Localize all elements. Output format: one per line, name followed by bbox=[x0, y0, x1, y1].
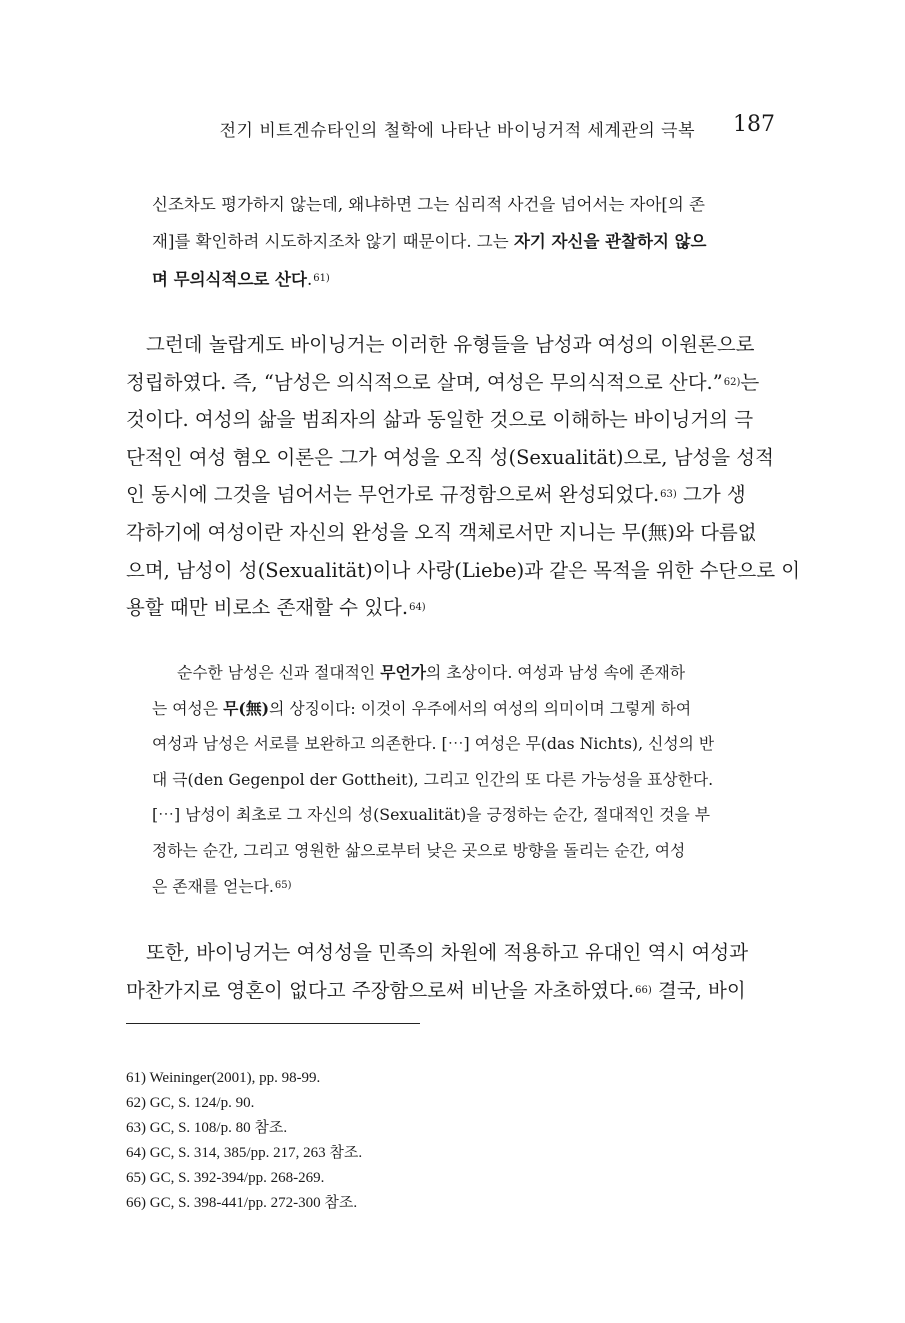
body-text: 그가 생 bbox=[676, 483, 746, 507]
quote-emphasis: 무(無) bbox=[223, 698, 270, 718]
quote-text: 재]를 확인하려 시도하지조차 않기 때문이다. 그는 bbox=[152, 232, 514, 251]
quote-emphasis: 며 무의식적으로 산다 bbox=[152, 270, 307, 289]
body-text: 마찬가지로 영혼이 없다고 주장함으로써 비난을 자초하였다. bbox=[126, 978, 635, 1002]
body-line bbox=[126, 972, 776, 1010]
footnote-66: 66) GC, S. 398-441/pp. 272-300 참조. bbox=[126, 1195, 358, 1211]
quote-line bbox=[152, 691, 752, 727]
footnote-ref[interactable]: 62) bbox=[723, 376, 741, 388]
quote-line bbox=[152, 762, 752, 798]
body-line bbox=[126, 326, 776, 364]
block-quote-1 bbox=[152, 186, 752, 297]
quote-text: 신조차도 평가하지 않는데, 왜냐하면 그는 심리적 사건을 넘어서는 자아[의 존 bbox=[152, 195, 705, 214]
quote-line bbox=[152, 186, 752, 223]
footnote-ref[interactable]: 65) bbox=[274, 880, 292, 891]
body-text: 그런데 놀랍게도 바이닝거는 이러한 유형들을 남성과 여성의 이원론으로 bbox=[146, 333, 755, 356]
quote-line bbox=[152, 868, 752, 904]
quote-text: 여성과 남성은 서로를 보완하고 의존한다. [⋯] 여성은 무(das Nichts), 신성의 반 bbox=[152, 734, 715, 753]
footnote-64: 64) GC, S. 314, 385/pp. 217, 263 참조. bbox=[126, 1145, 363, 1161]
body-line bbox=[126, 476, 776, 514]
footnote-61: 61) Weininger(2001), pp. 98-99. bbox=[126, 1070, 321, 1086]
body-line bbox=[126, 439, 776, 477]
quote-text: 은 존재를 얻는다. bbox=[152, 877, 274, 896]
quote-line bbox=[152, 260, 752, 297]
body-line bbox=[126, 934, 776, 972]
page-number: 187 bbox=[733, 112, 775, 137]
body-text: 정립하였다. 즉, “남성은 의식적으로 살며, 여성은 무의식적으로 산다.” bbox=[126, 370, 723, 394]
quote-text: [⋯] 남성이 최초로 그 자신의 성(Sexualität)을 긍정하는 순간, 절대적인 것을 부 bbox=[152, 805, 711, 824]
quote-emphasis: 자기 자신을 관찰하지 않으 bbox=[513, 232, 707, 251]
footnote-65: 65) GC, S. 392-394/pp. 268-269. bbox=[126, 1170, 325, 1186]
quote-text: 순수한 남성은 신과 절대적인 bbox=[177, 663, 381, 682]
body-line bbox=[126, 589, 776, 627]
quote-text: 는 여성은 bbox=[152, 698, 224, 718]
quote-line bbox=[152, 797, 752, 833]
page-header bbox=[0, 112, 905, 142]
quote-line bbox=[152, 223, 752, 260]
body-text: 각하기에 여성이란 자신의 완성을 오직 객체로서만 지니는 무(無)와 다름없 bbox=[126, 520, 757, 544]
quote-text: 정하는 순간, 그리고 영원한 삶으로부터 낮은 곳으로 방향을 돌리는 순간, 여성 bbox=[152, 840, 686, 860]
footnote-ref[interactable]: 64) bbox=[409, 602, 426, 614]
quote-line bbox=[152, 726, 752, 762]
body-text: 인 동시에 그것을 넘어서는 무언가로 규정함으로써 완성되었다. bbox=[126, 483, 660, 507]
body-line bbox=[126, 552, 801, 590]
footnote-62: 62) GC, S. 124/p. 90. bbox=[126, 1095, 255, 1111]
quote-text: 대 극(den Gegenpol der Gottheit), 그리고 인간의 또 다른 가능성을 표상한다. bbox=[152, 769, 714, 789]
body-paragraph-2 bbox=[126, 934, 776, 1009]
body-paragraph-1 bbox=[126, 326, 801, 627]
body-text: 결국, 바이 bbox=[651, 978, 746, 1002]
footnote-ref[interactable]: 63) bbox=[660, 489, 677, 501]
quote-line bbox=[152, 655, 752, 691]
block-quote-2 bbox=[152, 655, 752, 904]
footnote-divider bbox=[126, 1023, 420, 1024]
quote-text: . bbox=[306, 270, 313, 289]
quote-line bbox=[152, 833, 752, 869]
footnote-63: 63) GC, S. 108/p. 80 참조. bbox=[126, 1120, 288, 1136]
footnote-ref[interactable]: 66) bbox=[635, 984, 652, 996]
body-line bbox=[126, 364, 776, 402]
running-title: 전기 비트겐슈타인의 철학에 나타난 바이닝거적 세계관의 극복 bbox=[219, 121, 695, 141]
body-text: 단적인 여성 혐오 이론은 그가 여성을 오직 성(Sexualität)으로, 남성을 성적 bbox=[126, 445, 774, 469]
quote-emphasis: 무언가 bbox=[380, 663, 426, 682]
body-text: 으며, 남성이 성(Sexualität)이나 사랑(Liebe)과 같은 목적을 위한 수단으로 이 bbox=[126, 558, 801, 582]
body-text: 용할 때만 비로소 존재할 수 있다. bbox=[126, 596, 409, 620]
footnotes bbox=[126, 1066, 362, 1216]
body-line bbox=[126, 514, 776, 552]
quote-text: 의 초상이다. 여성과 남성 속에 존재하 bbox=[426, 663, 686, 682]
body-line bbox=[126, 401, 776, 439]
body-text: 또한, 바이닝거는 여성성을 민족의 차원에 적용하고 유대인 역시 여성과 bbox=[146, 941, 749, 964]
footnote-ref[interactable]: 61) bbox=[313, 273, 330, 284]
body-text: 것이다. 여성의 삶을 범죄자의 삶과 동일한 것으로 이해하는 바이닝거의 극 bbox=[126, 408, 754, 432]
body-text: 는 bbox=[740, 370, 760, 394]
quote-text: 의 상징이다: 이것이 우주에서의 여성의 의미이며 그렇게 하여 bbox=[269, 698, 692, 718]
